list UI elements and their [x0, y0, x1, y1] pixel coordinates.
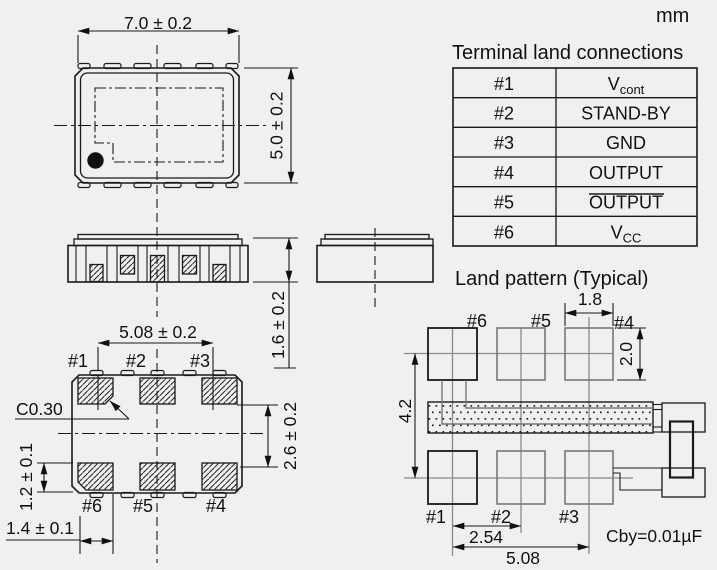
- pad-label-6: #6: [82, 496, 103, 516]
- dim-land-height-label: 2.0: [616, 341, 636, 367]
- land-label-3: #3: [559, 507, 580, 527]
- table-row-1: [494, 74, 645, 97]
- dim-body-width-label: 7.0 ± 0.2: [124, 13, 192, 33]
- value-cell: $V_{CC}$: [610, 222, 642, 246]
- dim-pad-height-label: 1.2 ± 0.1: [16, 443, 36, 511]
- dim-body-width: [78, 13, 239, 63]
- land-label-6: #6: [467, 311, 488, 331]
- bypass-cap-note: Cby=0.01µF: [606, 526, 703, 546]
- cap-land-top: [662, 403, 705, 432]
- pad-label-5: #5: [133, 496, 154, 516]
- dim-thickness: [253, 238, 298, 368]
- land-label-4: #4: [614, 313, 635, 333]
- land-pattern: [395, 268, 705, 568]
- lid-step: [325, 235, 429, 240]
- cap-land-bottom: [662, 468, 705, 497]
- dim-land-height: [616, 328, 646, 380]
- pad-4: [202, 463, 237, 490]
- table-row-5: [494, 193, 664, 213]
- pin-cell: #1: [493, 74, 515, 94]
- value-cell: OUTPUT: [589, 163, 663, 183]
- terminal-table: [452, 42, 697, 246]
- dim-pad-width-label: 1.4 ± 0.1: [6, 518, 74, 538]
- pad-label-4: #4: [206, 496, 227, 516]
- lid: [74, 239, 242, 246]
- land-label-1: #1: [426, 507, 447, 527]
- pin-cell: #4: [493, 163, 515, 183]
- value-cell: GND: [606, 133, 646, 153]
- dim-row-gap: [237, 402, 300, 470]
- value-cell: STAND-BY: [581, 103, 671, 124]
- dim-pad-height: [16, 443, 73, 511]
- chamfer-note-label: C0.30: [16, 399, 63, 419]
- lid-step: [78, 235, 238, 240]
- land-pattern-title: Land pattern (Typical): [455, 268, 649, 290]
- land-label-5: #5: [531, 311, 552, 331]
- dim-land-width-label: 1.8: [577, 289, 603, 309]
- pad-1: [78, 378, 113, 404]
- pin-cell: #3: [493, 133, 515, 153]
- dim-row-gap-label: 2.6 ± 0.2: [280, 402, 300, 470]
- unit-label: mm: [656, 5, 690, 27]
- side-view-right: [317, 228, 433, 312]
- lid: [321, 239, 433, 246]
- pin-cell: #5: [493, 192, 515, 213]
- side-view-front: [68, 235, 248, 283]
- pad-label-3: #3: [190, 351, 211, 371]
- pad-label-2: #2: [126, 351, 147, 371]
- dim-row-pitch: [395, 354, 415, 479]
- pin-cell: #6: [493, 222, 515, 243]
- table-grid: [453, 68, 697, 246]
- dim-thickness-label: 1.6 ± 0.2: [268, 291, 288, 359]
- dim-body-height-label: 5.0 ± 0.2: [266, 91, 287, 160]
- dim-row-pitch-label: 4.2: [395, 398, 415, 424]
- pad-label-1: #1: [68, 351, 89, 371]
- castellation-pads: [90, 256, 226, 283]
- value-cell: OUTPUT: [589, 192, 663, 213]
- table-row-4: [494, 163, 663, 183]
- value-cell: $V_{cont}$: [607, 74, 645, 97]
- table-row-6: [494, 223, 641, 246]
- dim-pad-span-label: 5.08 ± 0.2: [119, 322, 197, 342]
- bypass-capacitor: [670, 422, 693, 478]
- pin1-marker-dot: [87, 152, 103, 168]
- table-row-2: [494, 104, 671, 124]
- pin-cell: #2: [493, 103, 515, 124]
- bottom-view: [6, 322, 300, 563]
- dim-col-pitch: [453, 526, 521, 547]
- pad-6: [78, 463, 113, 490]
- land-label-2: #2: [491, 507, 512, 527]
- pad-3: [202, 378, 237, 404]
- ground-strip: [428, 402, 653, 433]
- dim-col-pitch-label: 2.54: [468, 527, 504, 547]
- terminal-table-title: Terminal land connections: [452, 42, 684, 64]
- dim-col-span: [453, 547, 589, 568]
- table-row-3: [494, 133, 646, 153]
- dim-col-span-label: 5.08: [505, 548, 541, 568]
